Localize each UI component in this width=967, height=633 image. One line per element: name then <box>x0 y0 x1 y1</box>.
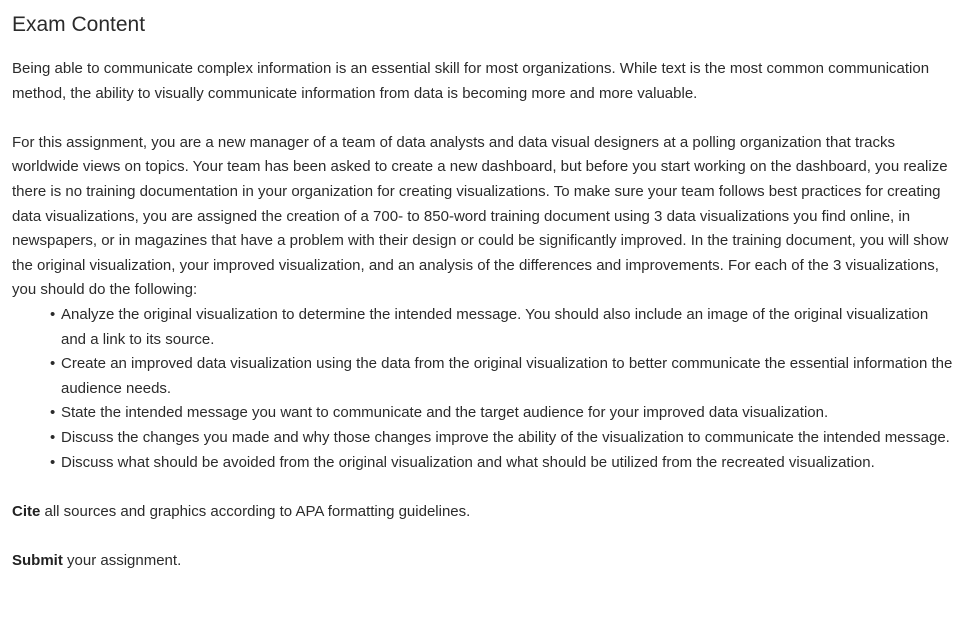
bullet-icon: • <box>50 404 56 422</box>
list-item <box>50 451 955 476</box>
task-text: Create an improved data visualization using the data from the original visualization to better communicate the essential information the audience needs. <box>61 355 953 397</box>
task-list <box>12 303 955 475</box>
bullet-icon: • <box>50 428 56 446</box>
cite-label: Cite <box>12 502 41 520</box>
task-text: Discuss what should be avoided from the original visualization and what should be utilized from the recreated visualization. <box>61 453 875 471</box>
task-text: State the intended message you want to communicate and the target audience for your improved data visualization. <box>61 404 829 422</box>
submit-text: your assignment. <box>62 551 182 569</box>
list-item <box>50 401 955 426</box>
bullet-icon: • <box>50 305 56 323</box>
submit-label: Submit <box>12 551 63 569</box>
cite-text: all sources and graphics according to APA formatting guidelines. <box>40 502 471 520</box>
list-item <box>50 303 955 352</box>
list-item <box>50 352 955 401</box>
cite-paragraph <box>12 500 955 525</box>
submit-paragraph <box>12 549 955 574</box>
bullet-icon: • <box>50 355 56 373</box>
task-text: Discuss the changes you made and why those changes improve the ability of the visualization to communicate the intended message. <box>61 428 950 446</box>
page-title: Exam Content <box>12 13 146 36</box>
task-text: Analyze the original visualization to determine the intended message. You should also include an image of the original visualization and a link to its source. <box>61 305 929 348</box>
list-item <box>50 426 955 451</box>
bullet-icon: • <box>50 453 56 471</box>
assignment-paragraph: For this assignment, you are a new manager of a team of data analysts and data visual designers at a polling organization that tracks worldwide views on topics. Your team has been asked to create a new dashboard, but before you start working on the dashboard, you realize there is no training documentation in your organization for creating visualizations. To make sure your team follows best practices for creating data visualizations, you are assigned the creation of a 700- to 850-word training document using 3 data visualizations you find online, in newspapers, or in magazines that have a problem with their design or could be significantly improved. In the training document, you will show the original visualization, your improved visualization, and an analysis of the differences and improvements. For each of the 3 visualizations, you should do the following: <box>12 133 949 299</box>
intro-paragraph: Being able to communicate complex information is an essential skill for most organizations. While text is the most common communication method, the ability to visually communicate information from data is becoming more and more valuable. <box>12 60 930 102</box>
